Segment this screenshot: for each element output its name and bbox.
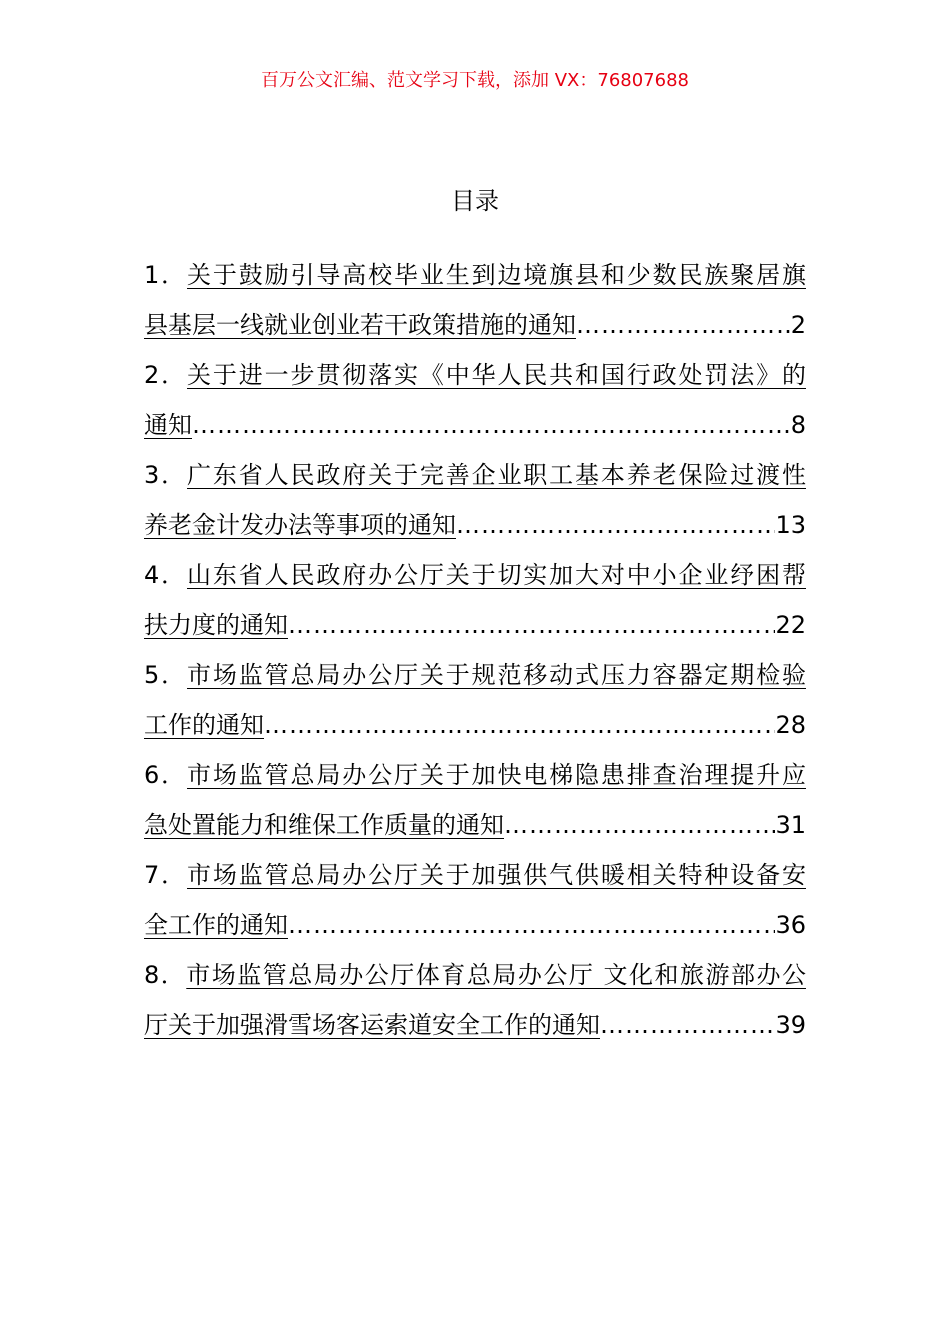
toc-page-number: 13 [775,511,806,539]
dot-leader [504,800,775,850]
toc-entry-7[interactable] [144,850,806,950]
toc-page-number: 8 [790,411,806,439]
toc-entry-2[interactable] [144,350,806,450]
toc-entry-number: 2． [144,361,188,389]
toc-entry-number: 5． [144,661,188,689]
toc-entry-title-line2[interactable]: 全工作的通知 [144,911,288,939]
toc-page-number: 36 [775,911,806,939]
toc-page-number: 2 [790,311,806,339]
dot-leader [456,500,775,550]
toc-entry-1[interactable] [144,250,806,350]
toc-page-number: 39 [775,1011,806,1039]
toc-page-number: 31 [775,811,806,839]
dot-leader [288,900,775,950]
header-banner: 百万公文汇编、范文学习下载，添加 VX：76807688 [261,70,689,91]
toc-entry-title-line1[interactable]: 广东省人民政府关于完善企业职工基本养老保险过渡性 [187,461,806,489]
dot-leader [264,700,775,750]
toc-entry-title-line2[interactable]: 养老金计发办法等事项的通知 [144,511,456,539]
toc-entry-title-line1[interactable]: 市场监管总局办公厅体育总局办公厅 文化和旅游部办公 [186,961,806,989]
dot-leader [288,600,775,650]
toc-entry-title-line1[interactable]: 市场监管总局办公厅关于加快电梯隐患排查治理提升应 [187,761,806,789]
toc-entry-title-line1[interactable]: 关于进一步贯彻落实《中华人民共和国行政处罚法》的 [187,361,806,389]
toc-entry-8[interactable] [144,950,806,1050]
toc-entry-number: 4． [144,561,188,589]
toc-entry-title-line2[interactable]: 厅关于加强滑雪场客运索道安全工作的通知 [144,1011,600,1039]
toc-entry-number: 3． [144,461,188,489]
toc-title: 目录 [451,187,499,215]
toc-entry-title-line2[interactable]: 通知 [144,411,192,439]
dot-leader [600,1000,775,1050]
toc-entry-title-line1[interactable]: 市场监管总局办公厅关于加强供气供暖相关特种设备安 [187,861,806,889]
toc-entry-number: 6． [144,761,188,789]
toc-entry-number: 1． [144,261,188,289]
toc-entry-title-line2[interactable]: 扶力度的通知 [144,611,288,639]
dot-leader [576,300,791,350]
dot-leader [192,400,791,450]
toc-entry-6[interactable] [144,750,806,850]
table-of-contents [144,250,806,1050]
toc-entry-title-line2[interactable]: 工作的通知 [144,711,264,739]
toc-entry-number: 7． [144,861,188,889]
toc-entry-4[interactable] [144,550,806,650]
toc-entry-title-line2[interactable]: 急处置能力和维保工作质量的通知 [144,811,504,839]
toc-entry-title-line1[interactable]: 关于鼓励引导高校毕业生到边境旗县和少数民族聚居旗 [187,261,806,289]
toc-entry-3[interactable] [144,450,806,550]
toc-entry-number: 8． [144,961,187,989]
toc-entry-title-line1[interactable]: 山东省人民政府办公厅关于切实加大对中小企业纾困帮 [187,561,806,589]
toc-page-number: 22 [775,611,806,639]
toc-entry-title-line1[interactable]: 市场监管总局办公厅关于规范移动式压力容器定期检验 [187,661,806,689]
toc-entry-5[interactable] [144,650,806,750]
toc-entry-title-line2[interactable]: 县基层一线就业创业若干政策措施的通知 [144,311,576,339]
toc-page-number: 28 [775,711,806,739]
